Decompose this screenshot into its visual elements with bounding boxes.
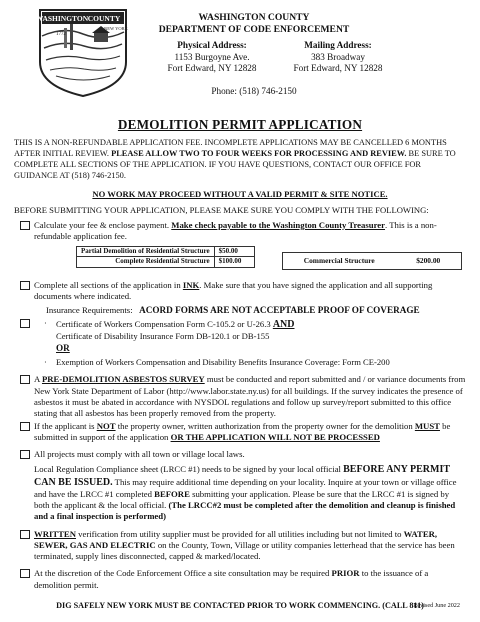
checkbox-ink[interactable] <box>20 281 30 290</box>
table-row <box>77 246 255 257</box>
physical-street: 1153 Burgoyne Ave. <box>174 51 250 62</box>
checklist-item-consultation <box>14 568 466 591</box>
mailing-city: Fort Edward, NY 12828 <box>293 63 383 73</box>
checklist-item-local-laws <box>14 449 466 522</box>
item-text: be submitted in support of the application <box>34 420 451 442</box>
item-text: to the issuance of a demolition permit. <box>34 568 429 590</box>
letterhead <box>14 0 466 112</box>
item-text: submitting your application. Please be sure that the LRCC #1 is signed by both the applicant & the local official. <box>34 488 450 510</box>
item-text: At the discretion of the Code Enforcement Office a site consultation may be required <box>34 568 332 579</box>
item-text: Complete all sections of the application in <box>34 279 183 290</box>
county-heading <box>14 12 480 35</box>
item-text: This may require additional time depending on your locality. Inquire at your town or village office and have the LRCC #1 completed <box>34 476 457 499</box>
mailing-address-label: Mailing Address: <box>304 40 372 50</box>
page-title: DEMOLITION PERMIT APPLICATION <box>117 117 363 132</box>
checklist-item-utilities <box>14 529 466 563</box>
physical-address-label: Physical Address: <box>177 40 247 50</box>
phone-number: Phone: (518) 746-2150 <box>211 86 297 96</box>
checklist-item-owner <box>14 421 466 444</box>
fee-amount: $100.00 <box>214 257 254 268</box>
checkbox-owner[interactable] <box>20 422 30 431</box>
no-work-notice: NO WORK MAY PROCEED WITHOUT A VALID PERMIT & SITE NOTICE. <box>92 188 388 199</box>
item-text-bold: BEFORE <box>154 488 190 499</box>
checkbox-consultation[interactable] <box>20 569 30 578</box>
logo-text-right: COUNTY <box>87 14 121 23</box>
logo-text-left: WASHINGTON <box>35 14 89 23</box>
insurance-option-2: Certificate of Disability Insurance Form DB-120.1 or DB-155 <box>56 331 270 342</box>
checklist-item-asbestos <box>14 374 466 419</box>
insurance-options <box>14 318 466 368</box>
checkbox-utilities[interactable] <box>20 530 30 539</box>
physical-address <box>147 40 277 75</box>
dig-safely-notice: DIG SAFELY NEW YORK MUST BE CONTACTED PRIOR TO WORK COMMENCING. (CALL 811) <box>56 601 424 611</box>
county-name: WASHINGTON COUNTY <box>198 12 310 23</box>
intro-text-1: THIS IS A NON-REFUNDABLE APPLICATION FEE. INCOMPLETE APPLICATIONS MAY BE CANCELLED 6 MONTHS AFTER INITIAL REVIEW. <box>14 138 447 159</box>
item-text-bold: WATER, SEWER, GAS AND ELECTRIC <box>34 528 438 550</box>
item-text: . This is a non-refundable application fee. <box>34 219 437 242</box>
intro-text-bold: PLEASE ALLOW TWO TO FOUR WEEKS FOR PROCESSING AND REVIEW. <box>111 149 407 159</box>
fee-label: Commercial Structure <box>303 255 375 265</box>
checkbox-asbestos[interactable] <box>20 375 30 384</box>
item-text-bold: MUST <box>414 420 440 431</box>
logo-est: 1772 <box>56 32 66 37</box>
mailing-address <box>270 40 406 75</box>
before-submitting: BEFORE SUBMITTING YOUR APPLICATION, PLEASE MAKE SURE YOU COMPLY WITH THE FOLLOWING: <box>14 204 429 215</box>
item-text: Local Regulation Compliance sheet (LRCC #1) needs to be signed by your local official <box>34 463 344 474</box>
intro-paragraph <box>14 137 466 181</box>
and-label: AND <box>272 319 295 331</box>
lrcc-paragraph <box>34 463 466 523</box>
bullet: · <box>44 357 47 368</box>
insurance-requirements <box>14 305 466 317</box>
mailing-street: 383 Broadway <box>311 51 365 62</box>
item-text: If the applicant is <box>34 420 97 431</box>
item-text-bold: WRITTEN <box>34 528 76 539</box>
table-row <box>77 257 255 268</box>
item-text: A <box>34 374 42 385</box>
department-name: DEPARTMENT OF CODE ENFORCEMENT <box>158 23 350 35</box>
item-text: . Make sure that you have signed the application and all supporting documents where indicated. <box>34 279 433 301</box>
checkbox-local-laws[interactable] <box>20 450 30 459</box>
commercial-fee-box <box>282 252 462 270</box>
fee-label: Complete Residential Structure <box>77 257 215 268</box>
checklist-item-fee <box>14 220 466 243</box>
item-text: All projects must comply with all town or village local laws. <box>34 449 245 460</box>
checkbox-fee[interactable] <box>20 221 30 230</box>
intro-text-2: BE SURE TO COMPLETE ALL SECTIONS OF THE APPLICATION. IF YOU HAVE QUESTIONS, CONTACT OUR OFFICE FOR GUIDANCE AT (518) 746-2150. <box>14 149 456 181</box>
checklist-item-ink <box>14 280 466 303</box>
item-text: Exemption of Workers Compensation and Disability Benefits Insurance Coverage: Form CE-200 <box>56 357 390 368</box>
item-text-bold: Make check payable to the Washington County Treasurer <box>171 219 386 230</box>
fee-schedule <box>14 246 466 276</box>
item-text-bold: PRIOR <box>331 568 360 579</box>
item-text: Certificate of Workers Compensation Form C-105.2 or U-26.3 <box>56 319 273 330</box>
fee-amount: $200.00 <box>416 255 441 265</box>
item-text-bold: (The LRCC#2 must be completed after the demolition and cleanup is finished and a final inspection is performed) <box>34 499 456 522</box>
bullet: · <box>44 318 47 329</box>
fee-amount: $50.00 <box>214 246 254 257</box>
item-text: the property owner, written authorization from the property owner for the demolition <box>115 420 415 431</box>
item-text-bold: BEFORE ANY PERMIT CAN BE ISSUED. <box>34 463 450 488</box>
item-text: verification from utility supplier must be provided for all utilities including but not limited to <box>76 528 404 539</box>
item-text: on the County, Town, Village or utility companies letterhead that the service has been terminated, supply lines disconnected, capped & marked/located. <box>34 539 455 562</box>
item-text-bold: OR THE APPLICATION WILL NOT BE PROCESSED <box>170 431 380 442</box>
item-text-bold: INK <box>182 279 200 290</box>
acord-note: ACORD FORMS ARE NOT ACCEPTABLE PROOF OF COVERAGE <box>139 305 420 316</box>
physical-city: Fort Edward, NY 12828 <box>167 63 257 73</box>
item-text: must be conducted and report submitted and / or variance documents from New York State Department of Labor (http://www.labor.state.ny.us) for all buildings. If the survey indicates the presence of asbestos it must be abated in accordance with NYSDOL regulations and follow up survey/report submitted to this office stating that all asbestos has been properly removed from the property. <box>34 374 466 419</box>
item-text: Calculate your fee & enclose payment. <box>34 219 172 230</box>
residential-fee-table <box>76 246 255 268</box>
fee-label: Partial Demolition of Residential Structure <box>77 246 215 257</box>
insurance-option-3 <box>14 357 466 368</box>
insurance-label: Insurance Requirements: <box>46 305 133 316</box>
revision-date: Revised June 2022 <box>413 601 460 609</box>
logo-state: NEW YORK <box>104 26 128 31</box>
item-text-bold: NOT <box>96 420 116 431</box>
or-label: OR <box>56 343 70 354</box>
item-text-bold: PRE-DEMOLITION ASBESTOS SURVEY <box>41 374 205 385</box>
insurance-option-1 <box>14 318 466 331</box>
